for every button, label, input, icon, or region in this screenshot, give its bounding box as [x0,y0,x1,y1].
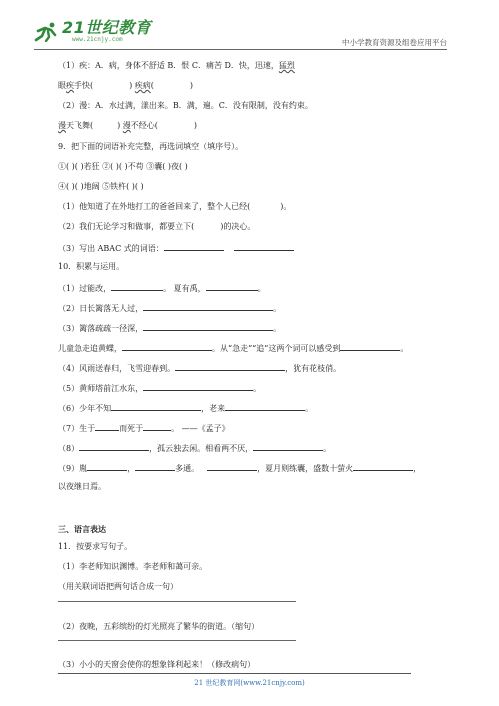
q10-item-7 [58,402,313,414]
q8-text-4f: ) [193,121,198,130]
q8-text-4e: 不经心( [130,121,158,130]
q9-sentence-2 [58,222,255,232]
q8-wavy-word: 猛烈 [278,61,295,70]
q9-blank-4[interactable] [234,242,294,251]
q11-item-2: （2）夜晚，五彩缤纷的灯光照亮了繁华的街道。（缩句） [58,622,260,631]
q10-1c: 。 [257,284,266,293]
q10-2a: （2）日长篱落无人过， [58,304,144,313]
answer-line-1[interactable] [58,601,296,602]
logo [34,20,151,43]
q10-item-10 [58,462,421,474]
q10-blank-13[interactable] [79,442,149,451]
q10-item-6 [58,382,261,394]
q10-blank-10[interactable] [225,402,305,411]
q10-blank-7[interactable] [175,362,285,371]
q8-line-3: （2）漫：A．水过满，漾出来。B．满，遍。C．没有限制，没有约束。 [58,101,313,110]
q10-3b: 。 [273,324,282,333]
q11-item-1: （1）李老师知识渊博。李老师和蔼可亲。 [58,562,208,571]
q10-blank-15[interactable] [87,462,127,471]
q10-item-8 [58,422,230,434]
platform-label: 中小学教育资源及组卷应用平台 [342,38,447,47]
q9-sentence-3 [58,242,294,254]
q10-item-4 [58,342,408,354]
q10-1a: （1）过能改， [58,284,112,293]
q8-wavy-4a: 漫 [58,121,66,130]
q9-row-2: ④( )( )地阔 ⑤铁杵( )( ) [58,182,144,191]
q10-5a: （4）风雨送春归，飞雪迎春到。 [58,364,176,373]
q10-7a: （6）少年不知 [58,404,112,413]
footer-text: 21 世纪教育网(www.21cnjy.com) [194,679,305,687]
q10-blank-4[interactable] [143,322,273,331]
q10-8a: （7）生于 [58,424,96,433]
q8-text-2d: ) [129,81,135,90]
q10-item-9 [58,442,331,454]
footer-divider [58,673,411,674]
q8-text-4c: ) [117,121,123,130]
q10-blank-2[interactable] [206,282,258,291]
q10-4a: 儿童急走追黄蝶， [58,344,122,353]
q8-wavy-2e: 疾病 [134,81,151,90]
q10-5b: ，犹有花枝俏。 [285,364,342,373]
q10-9c: 。 [323,444,332,453]
q9-title: 9．把下面的词语补充完整，再选词填空（填序号）。 [58,142,244,151]
q8-text-2f: ( [150,81,154,90]
q11-instruction-1: （用关联词语把两句话合成一句） [58,582,178,591]
q8-line-2 [58,81,193,91]
q11-item-3: （3）小小的天窗会使你的想象锋利起来！（修改病句） [58,660,256,669]
q10-blank-3[interactable] [143,302,273,311]
q10-blank-5[interactable] [122,342,212,351]
q8-line-1 [58,61,295,71]
q10-title: 10．积累与运用。 [58,262,125,271]
q10-blank-1[interactable] [111,282,163,291]
q9-s2-end: )的决心。 [220,222,256,231]
q10-blank-6[interactable] [340,342,400,351]
section-3-title: 三、语言表达 [58,524,106,534]
q10-1b: 。 夏有禹， [163,284,206,293]
q10-blank-12[interactable] [143,422,171,431]
q9-s1-text: （1）他知道了在外地打工的爸爸回来了，整个人已经( [58,202,251,211]
page-header [0,0,499,52]
q10-blank-14[interactable] [253,442,323,451]
q10-item-1 [58,282,266,294]
q10-9a: （8） [58,444,80,453]
q10-9b: ，孤云独去闲。相看两不厌， [149,444,254,453]
q10-10d: ，夏月则练囊，盛数十萤火 [257,464,354,473]
q9-s2-text: （2）我们无论学习和做事，都要立下( [58,222,195,231]
q8-text-2a: 眼 [58,81,66,90]
q8-text-2g: ) [189,81,194,90]
q10-item-11: 以夜继日焉。 [58,482,106,491]
q9-row-1: ①( )( )若狂 ②( )( )不苟 ③囊( )夜( ) [58,162,188,171]
runner-logo-icon [34,22,60,42]
q8-wavy-2b: 疾 [66,81,74,90]
q10-7c: 。 [305,404,314,413]
q8-text-4b: 天飞舞( [66,121,94,130]
q10-blank-18[interactable] [353,462,413,471]
logo-url: www.21cnjy.com [72,36,123,43]
q10-6b: 。 [253,384,262,393]
q10-10c: 多通。 [175,464,200,473]
logo-title: 21世纪教育 [62,18,152,37]
q8-text-1: （1）疾：A．病，身体不舒适 B．恨 C．痛苦 D．快，迅速， [58,61,279,70]
q10-blank-17[interactable] [207,462,257,471]
q10-2b: 。 [273,304,282,313]
q10-item-2 [58,302,281,314]
q10-8c: 。 ——《孟子》 [171,424,230,433]
q10-7b: ，老来 [201,404,226,413]
q10-3a: （3）篱落疏疏一径深， [58,324,144,333]
q10-6a: （5）黄师塔前江水东， [58,384,144,393]
header-divider [34,49,447,50]
q10-item-3 [58,322,281,334]
q10-10b: ， [127,464,136,473]
q10-8b: 而死于 [119,424,144,433]
q9-s3-text: （3）写出 ABAC 式的词语： [58,244,164,253]
q8-wavy-4d: 漫 [122,121,131,130]
answer-line-2[interactable] [58,640,296,641]
q9-sentence-1 [58,202,291,212]
q10-blank-9[interactable] [111,402,201,411]
q10-10a: （9）胤 [58,464,88,473]
q11-title: 11．按要求写句子。 [58,542,133,551]
q10-blank-16[interactable] [135,462,175,471]
q8-line-4 [58,121,197,131]
q10-4c: 。 [400,344,409,353]
q10-4b: 。从“急走”“追”这两个词可以感受到 [212,344,341,353]
q10-item-5 [58,362,341,374]
q10-10e: ， [413,464,422,473]
q8-text-2c: 手快( [74,81,94,90]
q10-blank-8[interactable] [143,382,253,391]
q10-blank-11[interactable] [95,422,119,431]
q9-blank-3[interactable] [164,242,224,251]
q9-s1-end: )。 [280,202,292,211]
